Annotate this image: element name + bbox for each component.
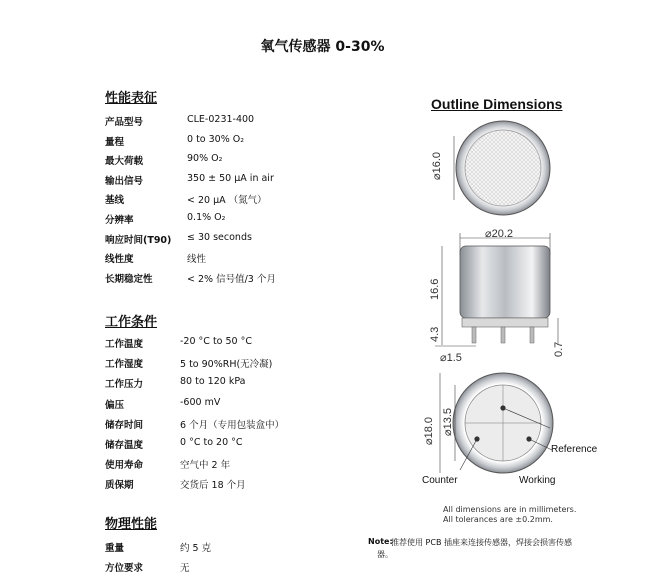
spec-label: 基线 xyxy=(105,195,125,207)
dim-width: ⌀20.2 xyxy=(485,228,514,240)
top-view xyxy=(431,121,550,215)
section-heading-performance: 性能表征 xyxy=(105,91,158,106)
spec-value: 0 °C to 20 °C xyxy=(180,437,243,448)
dim-bottom-inner: ⌀13.5 xyxy=(442,407,454,436)
section-heading-conditions: 工作条件 xyxy=(105,315,158,330)
spec-label: 最大荷载 xyxy=(105,156,144,168)
spec-label: 响应时间(T90) xyxy=(105,234,172,246)
spec-label: 工作压力 xyxy=(105,379,144,391)
spec-value: 约 5 克 xyxy=(180,543,212,554)
spec-value: CLE-0231-400 xyxy=(187,114,255,125)
bottom-view xyxy=(423,373,553,473)
footnote-label: Note: xyxy=(368,537,393,546)
label-working: Working xyxy=(519,475,556,486)
spec-label: 重量 xyxy=(105,543,125,554)
spec-label: 产品型号 xyxy=(105,117,144,128)
note-dimensions: All dimensions are in millimeters. xyxy=(443,505,577,514)
spec-label: 质保期 xyxy=(105,480,134,492)
spec-value: 0.1% O₂ xyxy=(187,212,226,223)
spec-value: 0 to 30% O₂ xyxy=(187,133,245,145)
label-reference: Reference xyxy=(551,444,598,455)
spec-value: 6 个月（专用包装盒中） xyxy=(180,419,285,431)
page-title: 氧气传感器 0-30% xyxy=(260,39,385,55)
dim-pin-diameter: ⌀1.5 xyxy=(440,352,462,364)
outline-dimensions-heading: Outline Dimensions xyxy=(431,96,563,112)
spec-label: 储存温度 xyxy=(105,440,144,451)
spec-value: 350 ± 50 μA in air xyxy=(187,172,274,184)
spec-label: 长期稳定性 xyxy=(105,273,153,285)
spec-value: 80 to 120 kPa xyxy=(180,376,246,388)
spec-value: ≤ 30 seconds xyxy=(187,231,252,243)
spec-label: 量程 xyxy=(105,136,125,148)
dim-bottom-outer: ⌀18.0 xyxy=(423,416,435,445)
spec-value: < 20 μA （氮气） xyxy=(187,195,267,207)
label-counter: Counter xyxy=(422,475,458,486)
spec-label: 分辨率 xyxy=(105,215,134,226)
spec-value: 5 to 90%RH(无冷凝) xyxy=(180,359,273,371)
spec-label: 工作温度 xyxy=(105,339,144,350)
side-view xyxy=(429,228,565,364)
dim-pin-length: 0.7 xyxy=(553,341,565,357)
spec-value: -20 °C to 50 °C xyxy=(180,336,252,347)
section-heading-physical: 物理性能 xyxy=(105,517,158,532)
spec-value: -600 mV xyxy=(180,396,221,408)
dim-top-diameter: ⌀16.0 xyxy=(431,151,443,180)
dim-base: 4.3 xyxy=(429,326,441,342)
spec-value: 90% O₂ xyxy=(187,153,223,165)
spec-value: 无 xyxy=(180,563,190,574)
dim-height: 16.6 xyxy=(429,278,441,300)
spec-label: 方位要求 xyxy=(105,563,144,574)
footnote-line1: 推荐使用 PCB 插座来连接传感器，焊接会损害传感 xyxy=(391,538,572,547)
spec-value: 空气中 2 年 xyxy=(180,460,231,472)
spec-value: 交货后 18 个月 xyxy=(180,480,246,492)
note-tolerances: All tolerances are ±0.2mm. xyxy=(443,515,553,524)
spec-label: 储存时间 xyxy=(105,419,144,431)
spec-label: 偏压 xyxy=(105,399,125,411)
spec-value: 线性 xyxy=(187,254,207,266)
outline-drawing xyxy=(400,120,635,535)
spec-value: < 2% 信号值/3 个月 xyxy=(187,273,276,285)
footnote-line2: 器。 xyxy=(377,550,393,559)
spec-label: 线性度 xyxy=(105,254,134,266)
spec-label: 输出信号 xyxy=(105,175,144,187)
spec-label: 工作湿度 xyxy=(105,359,144,371)
spec-label: 使用寿命 xyxy=(105,460,144,472)
